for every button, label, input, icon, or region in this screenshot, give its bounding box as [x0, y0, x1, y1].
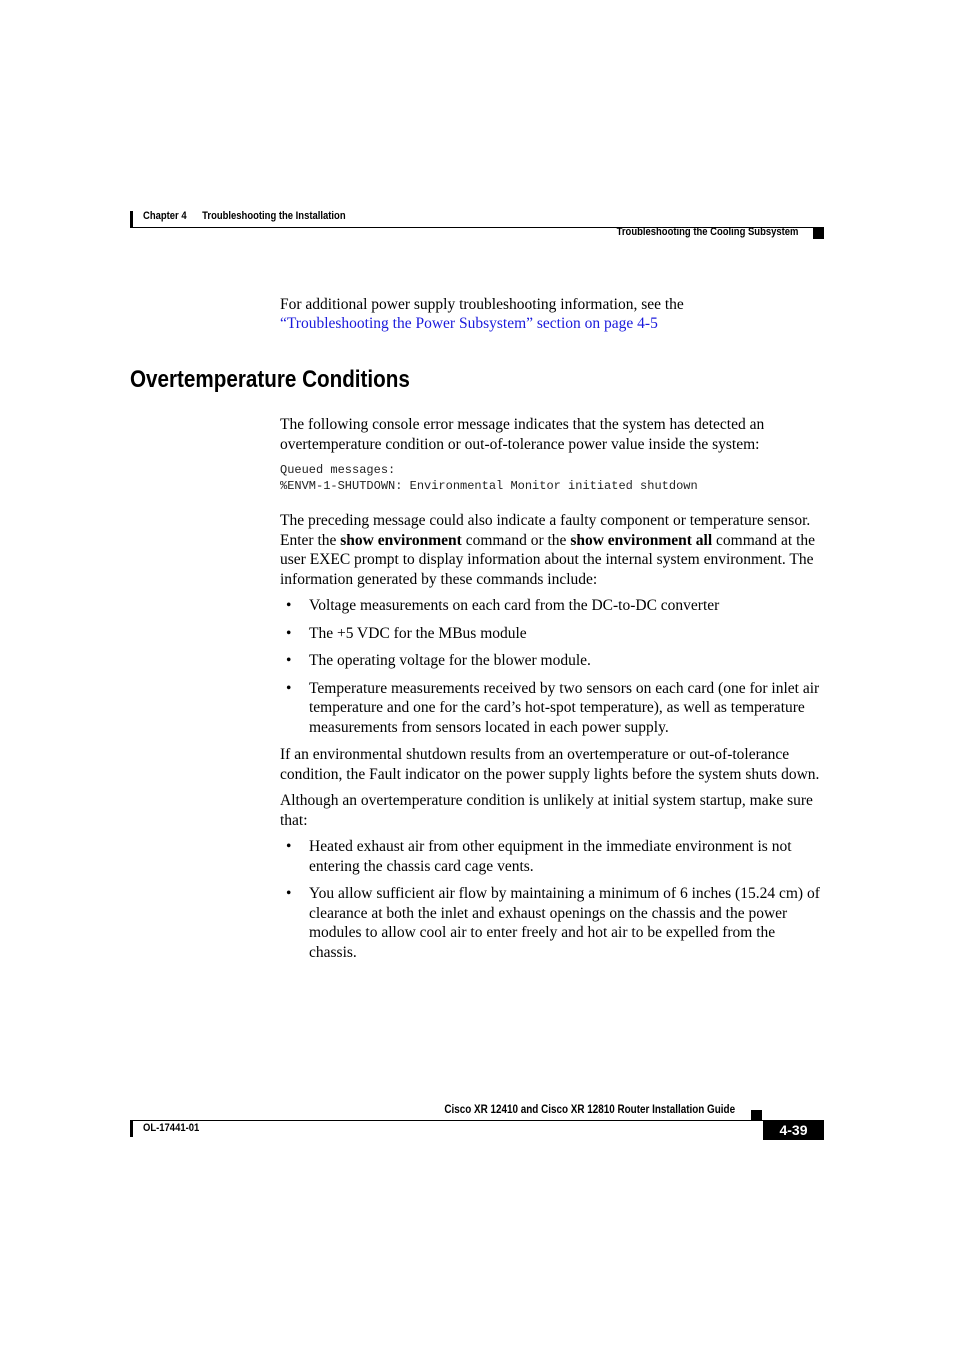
- intro-paragraph: [280, 295, 825, 333]
- list-item: [280, 837, 825, 876]
- footer-guide-title: Cisco XR 12410 and Cisco XR 12810 Router Installation Guide: [444, 1104, 735, 1116]
- footer-left-bar: [130, 1121, 133, 1137]
- paragraph-2-text: command or the: [461, 531, 571, 549]
- bullet-icon: •: [286, 885, 292, 902]
- list-item: [280, 679, 825, 738]
- list-item: [280, 596, 825, 616]
- command-show-environment-all: show environment all: [570, 531, 713, 549]
- paragraph-2-text: command at the user EXEC prompt to display information about the internal system environment. The information generated by these commands include:: [280, 531, 816, 588]
- bullet-list-measurements: [280, 596, 825, 737]
- paragraph-1: The following console error message indicates that the system has detected an overtemperature condition or out-of-tolerance power value inside the system:: [280, 416, 765, 453]
- bullet-icon: •: [286, 838, 292, 855]
- bullet-icon: •: [286, 652, 292, 669]
- paragraph-2: [280, 511, 825, 589]
- list-item: [280, 624, 825, 644]
- footer-square-marker: [751, 1110, 762, 1120]
- list-item-text: Voltage measurements on each card from the DC-to-DC converter: [309, 597, 720, 614]
- chapter-title: Troubleshooting the Installation: [202, 210, 346, 222]
- footer-doc-number: OL-17441-01: [143, 1122, 200, 1134]
- bullet-icon: •: [286, 597, 292, 614]
- paragraph-2-text: The preceding message could also indicate a faulty component or temperature sensor. Enter the: [280, 512, 811, 549]
- intro-text: For additional power supply troubleshooting information, see the: [280, 296, 684, 313]
- list-item-text: Heated exhaust air from other equipment in the immediate environment is not entering the chassis card cage vents.: [309, 838, 792, 875]
- section-body: [280, 415, 825, 970]
- bullet-icon: •: [286, 679, 292, 697]
- list-item: [280, 884, 825, 962]
- list-item: [280, 651, 825, 671]
- power-subsystem-link[interactable]: “Troubleshooting the Power Subsystem” section on page 4-5: [280, 315, 658, 332]
- running-header-chapter: [143, 210, 346, 222]
- bullet-icon: •: [286, 624, 292, 642]
- header-left-bar: [130, 211, 133, 228]
- console-code-block: [280, 462, 825, 494]
- code-line: Queued messages:: [280, 463, 396, 477]
- section-heading: Overtemperature Conditions: [130, 366, 410, 393]
- running-header-section: Troubleshooting the Cooling Subsystem: [616, 226, 798, 238]
- list-item-text: The +5 VDC for the MBus module: [309, 624, 527, 642]
- paragraph-4: Although an overtemperature condition is unlikely at initial system startup, make sure that:: [280, 792, 813, 829]
- command-show-environment: show environment: [340, 531, 462, 549]
- paragraph-3: If an environmental shutdown results from an overtemperature or out-of-tolerance condition, the Fault indicator on the power supply lights before the system shuts down.: [280, 746, 820, 783]
- code-line: %ENVM-1-SHUTDOWN: Environmental Monitor initiated shutdown: [280, 479, 698, 493]
- header-square-marker: [813, 228, 824, 239]
- list-item-text: You allow sufficient air flow by maintaining a minimum of 6 inches (15.24 cm) of clearance at both the inlet and exhaust openings on the chassis and the power modules to allow cool air to enter freely and hot air to be expelled from the chassis.: [309, 885, 820, 961]
- bullet-list-checks: [280, 837, 825, 962]
- list-item-text: Temperature measurements received by two sensors on each card (one for inlet air temperature and one for the card’s hot-spot temperature), as well as temperature measurements from sensors located in each power supply.: [309, 679, 820, 736]
- footer-rule: [130, 1120, 824, 1121]
- page-number-badge: 4-39: [763, 1120, 824, 1140]
- list-item-text: The operating voltage for the blower module.: [309, 652, 591, 669]
- chapter-label: Chapter 4: [143, 210, 187, 222]
